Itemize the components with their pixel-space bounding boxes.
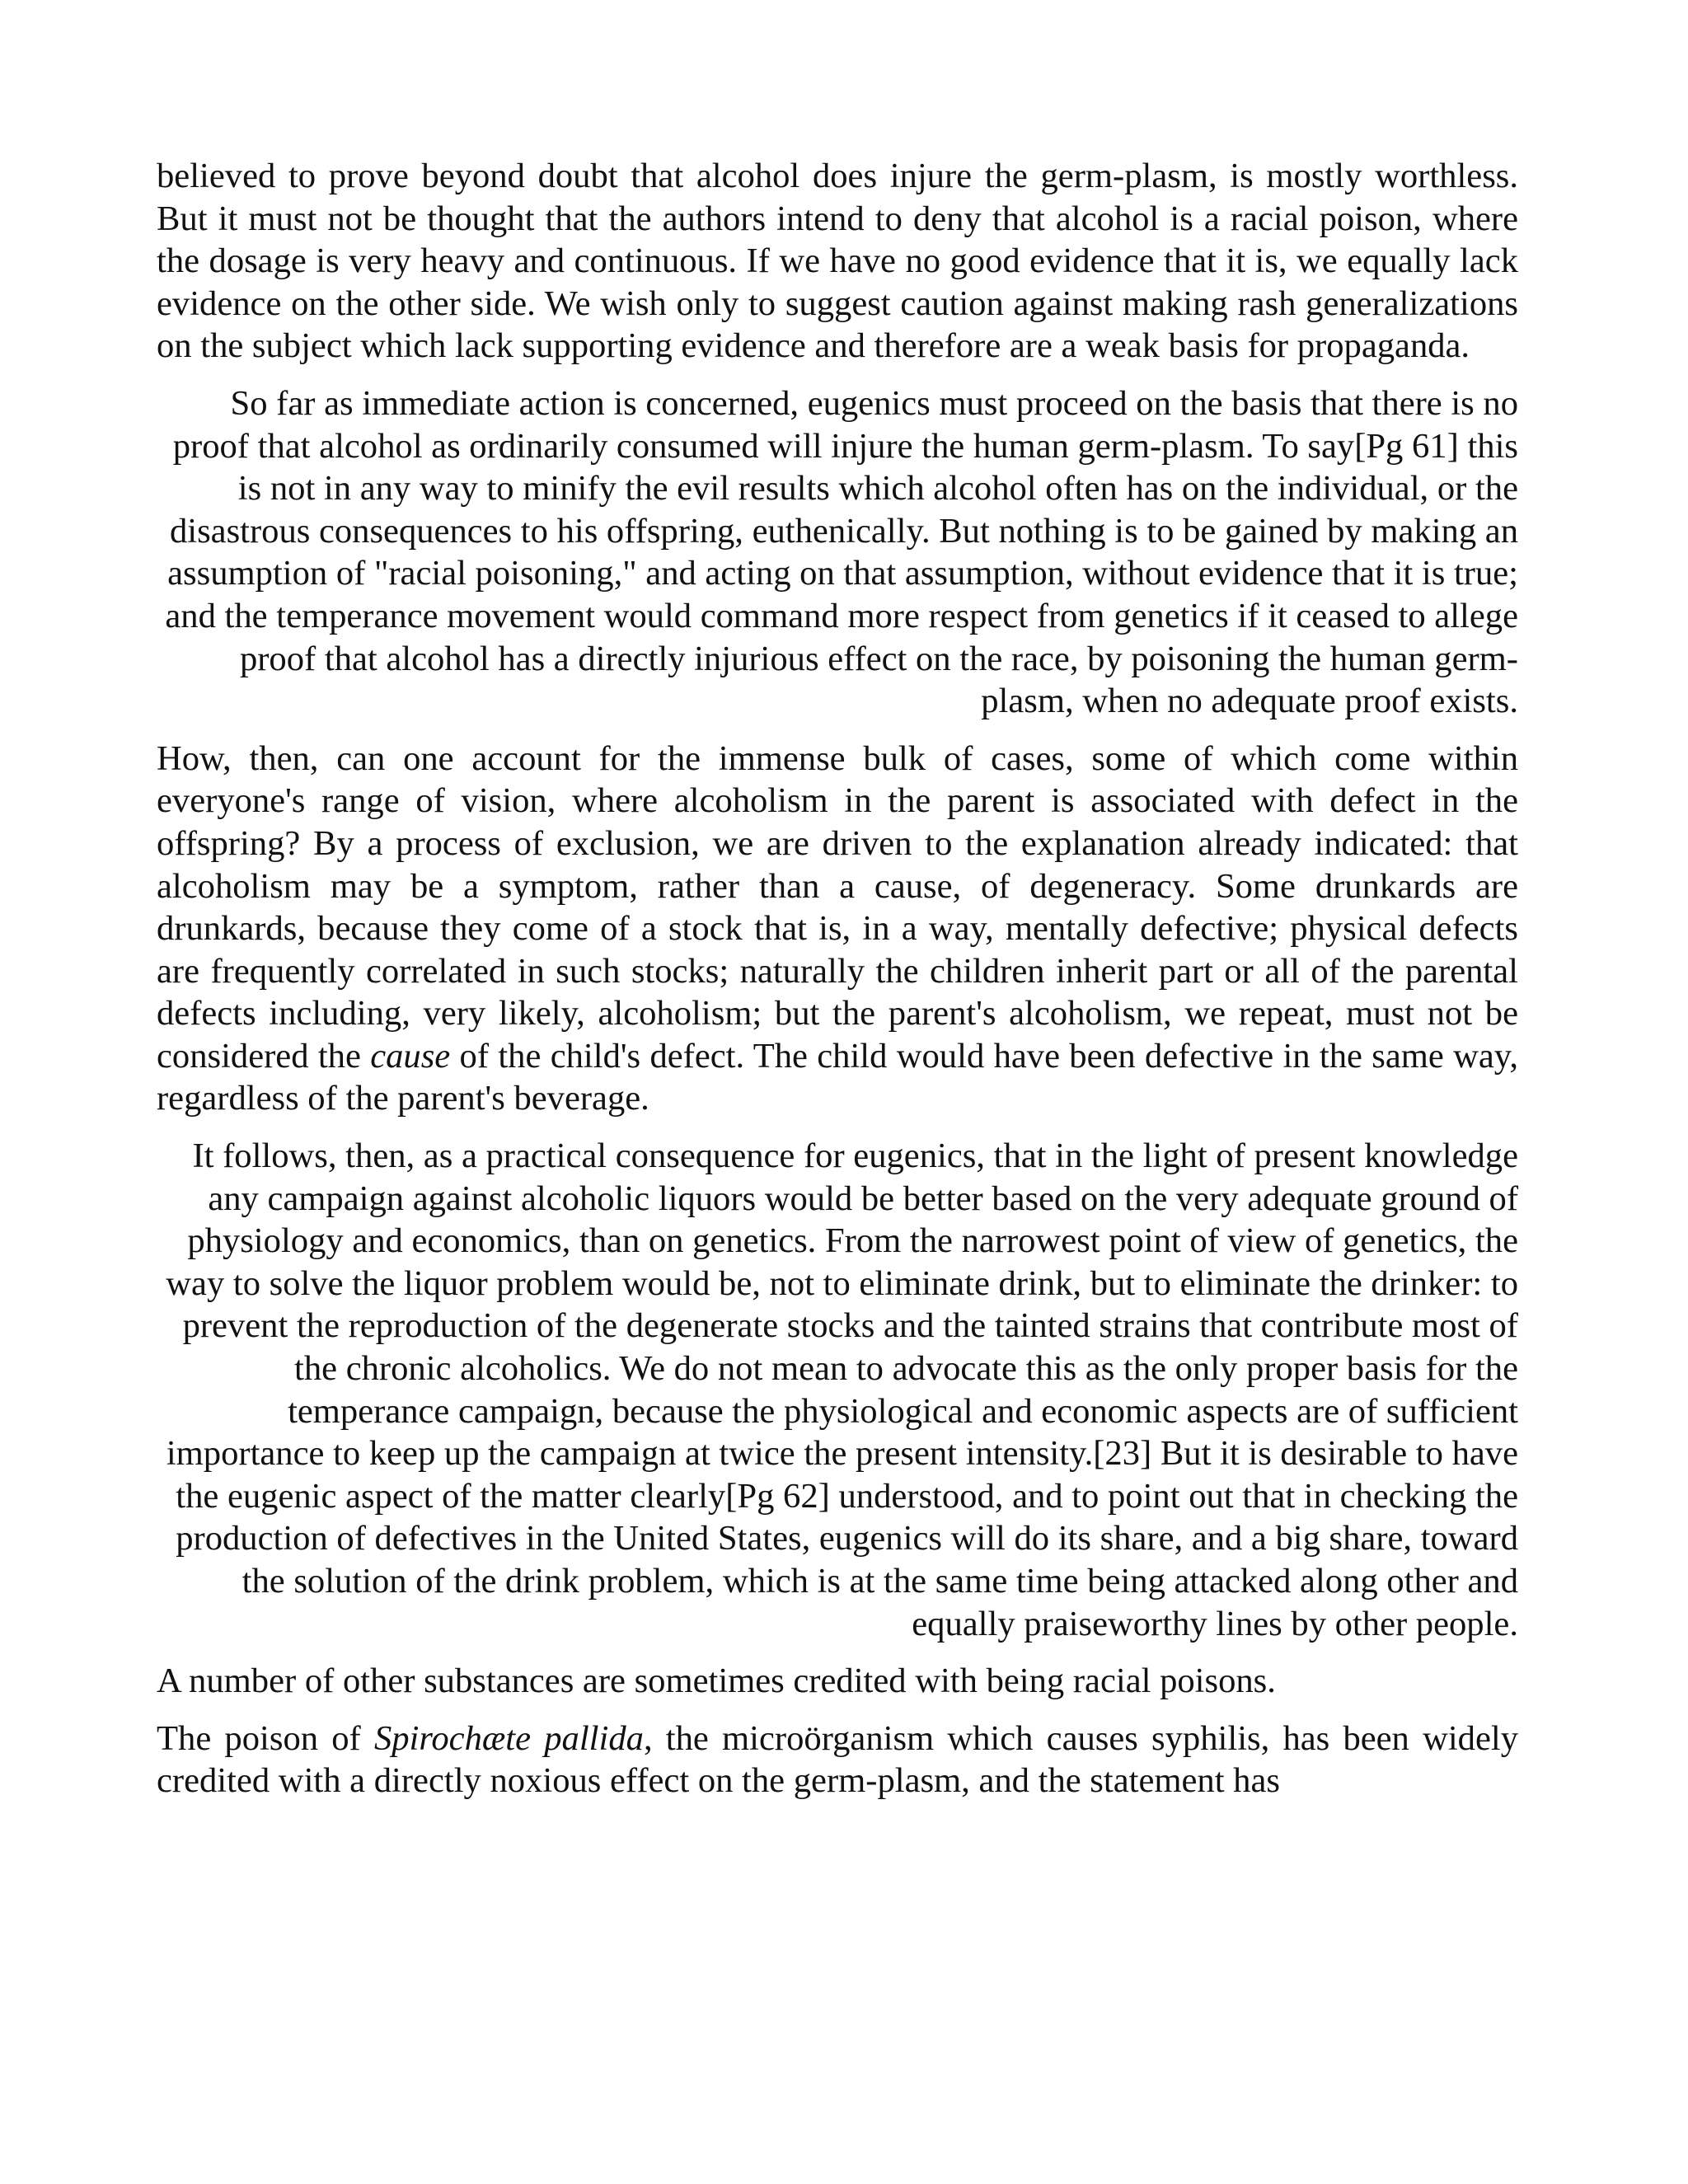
paragraph-text: understood, and to point out that in checking the production of defectives in the United States, eugenics will do its share, and a big share, toward the solution of the drink problem, which is at the same time being attacked along other and equally praiseworthy lines by other people. xyxy=(176,1476,1518,1643)
paragraph-text: So far as immediate action is concerned, eugenics must proceed on the basis that there is no proof that alcohol as ordinarily consumed will injure the human germ-plasm. To say xyxy=(172,383,1518,466)
paragraph-text: believed to prove beyond doubt that alcohol does injure the germ-plasm, is mostly worthless. But it must not be thought that the authors intend to deny that alcohol is a racial poison, where the dosage is very heavy and continuous. If we have no good evidence that it is, we equally lack evidence on the other side. We wish only to suggest caution against making rash generalizations on the subject which lack supporting evidence and therefore are a weak basis for propaganda. xyxy=(157,157,1518,366)
paragraph-text: The poison of xyxy=(157,1718,374,1758)
document-page xyxy=(157,155,1518,1817)
paragraph-text: of the child's defect. The child would have been defective in the same way, regardless of the parent's beverage. xyxy=(157,1036,1518,1118)
paragraph-text: , the microörganism which causes syphilis, has been widely credited with a directly noxious effect on the germ-plasm, and the statement has xyxy=(157,1718,1518,1801)
paragraph-text: A number of other substances are sometimes credited with being racial poisons. xyxy=(157,1661,1276,1701)
paragraph-immediate-action xyxy=(157,382,1518,723)
italic-term-spirochaete-pallida: Spirochæte pallida xyxy=(373,1718,644,1758)
paragraph-text: But it is desirable to have the eugenic aspect of the matter clearly xyxy=(176,1434,1518,1516)
footnote-reference-23: [23] xyxy=(1093,1434,1152,1474)
paragraph-other-substances xyxy=(157,1660,1518,1703)
paragraph-text: It follows, then, as a practical consequence for eugenics, that in the light of present knowledge any campaign against alcoholic liquors would be better based on the very adequate ground of physiology and economics, than on genetics. From the narrowest point of view of genetics, the way to solve the liquor problem would be, not to eliminate drink, but to eliminate the drinker: to prevent the reproduction of the degenerate stocks and the tainted strains that contribute most of the chronic alcoholics. We do not mean to advocate this as the only proper basis for the temperance campaign, because the physiological and economic aspects are of sufficient importance to keep up the campaign at twice the present intensity. xyxy=(166,1137,1518,1474)
paragraph-text: this is not in any way to minify the evil results which alcohol often has on the individual, or the disastrous consequences to his offspring, euthenically. But nothing is to be gained by making an assumption of "racial poisoning," and acting on that assumption, without evidence that it is true; and the temperance movement would command more respect from genetics if it ceased to allege proof that alcohol has a directly injurious effect on the race, by poisoning the human germ-plasm, when no adequate proof exists. xyxy=(165,426,1518,721)
page-reference-62: [Pg 62] xyxy=(725,1476,830,1516)
paragraph-alcohol-evidence xyxy=(157,155,1518,368)
paragraph-text: How, then, can one account for the immense bulk of cases, some of which come within everyone's range of vision, where alcoholism in the parent is associated with defect in the offspring? By a process of exclusion, we are driven to the explanation already indicated: that alcoholism may be a symptom, rather than a cause, of degeneracy. Some drunkards are drunkards, because they come of a stock that is, in a way, mentally defective; physical defects are frequently correlated in such stocks; naturally the children inherit part or all of the parental defects including, very likely, alcoholism; but the parent's alcoholism, we repeat, must not be considered the xyxy=(157,738,1518,1076)
page-reference-61: [Pg 61] xyxy=(1354,426,1459,466)
paragraph-practical-consequence xyxy=(157,1135,1518,1645)
paragraph-spirochaete xyxy=(157,1718,1518,1802)
italic-term-cause: cause xyxy=(370,1036,451,1076)
paragraph-alcoholism-symptom xyxy=(157,738,1518,1120)
